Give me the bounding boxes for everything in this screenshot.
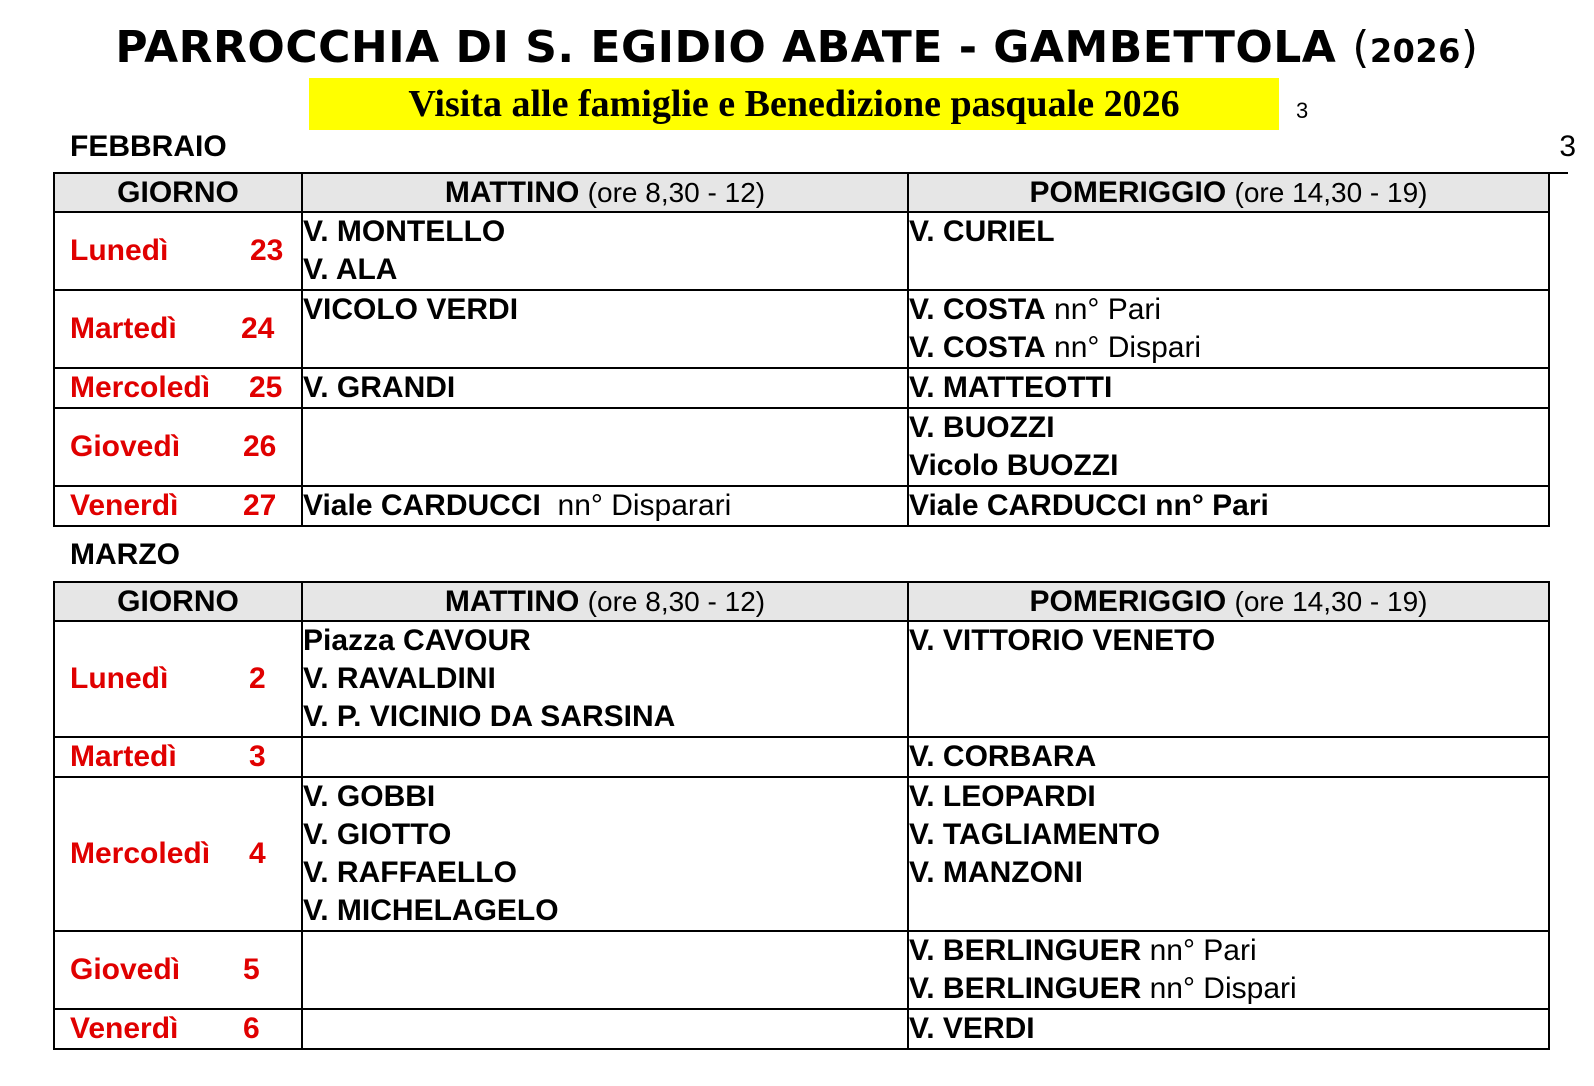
day-number: 26 [243, 430, 277, 463]
col-mattino: MATTINO (ore 8,30 - 12) [302, 582, 908, 621]
col-giorno: GIORNO [54, 173, 302, 212]
street-entry [303, 251, 907, 289]
street-qualifier: nn° Pari [1141, 934, 1257, 967]
street-name: V. MATTEOTTI [909, 371, 1113, 404]
day-name: Lunedì [70, 662, 169, 695]
street-name: V. P. VICINIO DA SARSINA [303, 700, 676, 733]
street-name: Viale CARDUCCI [303, 489, 541, 522]
day-cell [54, 368, 302, 408]
mattino-cell [302, 931, 908, 1009]
page-number: 3 [1559, 130, 1576, 163]
street-name: V. VERDI [909, 1012, 1035, 1045]
day-number: 6 [243, 1012, 260, 1045]
schedule-row [54, 368, 1549, 408]
street-entry [303, 291, 907, 329]
street-entry [303, 213, 907, 251]
day-name: Lunedì [70, 234, 169, 267]
street-entry [909, 738, 1548, 776]
day-cell [54, 737, 302, 777]
day-number: 25 [249, 371, 283, 404]
small-number: 3 [1296, 98, 1309, 123]
day-cell [54, 486, 302, 526]
mattino-cell [302, 1009, 908, 1049]
pomeriggio-cell [908, 212, 1549, 290]
day-cell [54, 212, 302, 290]
col-pomeriggio: POMERIGGIO (ore 14,30 - 19) [908, 173, 1549, 212]
mattino-cell [302, 290, 908, 368]
marzo-table [53, 581, 1550, 1050]
schedule-row [54, 777, 1549, 931]
schedule-row [54, 290, 1549, 368]
street-name: V. MONTELLO [303, 215, 506, 248]
marzo-header [54, 582, 1549, 621]
street-name: V. CORBARA [909, 740, 1097, 773]
street-name: V. ALA [303, 253, 398, 286]
street-qualifier: nn° Disparari [540, 489, 732, 522]
title-text: PARROCCHIA DI S. EGIDIO ABATE - GAMBETTOLA [115, 22, 1337, 73]
street-entry [909, 970, 1548, 1008]
day-number: 23 [250, 234, 284, 267]
street-entry [909, 213, 1548, 251]
street-name: V. COSTA [909, 293, 1046, 326]
col-mattino: MATTINO (ore 8,30 - 12) [302, 173, 908, 212]
mattino-cell [302, 408, 908, 486]
schedule-row [54, 1009, 1549, 1049]
day-cell [54, 777, 302, 931]
schedule-row [54, 931, 1549, 1009]
street-name: VICOLO VERDI [303, 293, 519, 326]
febbraio-table [53, 172, 1550, 527]
street-name: V. MANZONI [909, 856, 1083, 889]
street-entry [303, 892, 907, 930]
street-qualifier: nn° Dispari [1141, 972, 1297, 1005]
schedule-row [54, 737, 1549, 777]
street-entry [303, 854, 907, 892]
pomeriggio-cell [908, 290, 1549, 368]
pomeriggio-cell [908, 777, 1549, 931]
street-name: V. BUOZZI [909, 411, 1055, 444]
month-label-marzo: MARZO [70, 538, 180, 571]
day-name: Mercoledì [70, 371, 211, 404]
street-entry [303, 622, 907, 660]
day-number: 27 [243, 489, 277, 522]
street-name: V. VITTORIO VENETO [909, 624, 1216, 657]
schedule-row [54, 408, 1549, 486]
street-qualifier: nn° Dispari [1045, 331, 1202, 364]
street-name: V. GIOTTO [303, 818, 452, 851]
title-paren-close: ) [1460, 22, 1479, 73]
street-entry [303, 698, 907, 736]
pomeriggio-cell [908, 408, 1549, 486]
mattino-cell [302, 486, 908, 526]
day-number: 5 [243, 953, 260, 986]
schedule-row [54, 621, 1549, 737]
subtitle-banner: Visita alle famiglie e Benedizione pasquale 2026 [309, 78, 1279, 130]
marzo-rows [54, 621, 1549, 1049]
street-entry [303, 369, 907, 407]
street-name: Viale CARDUCCI nn° Pari [909, 489, 1269, 522]
febbraio-header [54, 173, 1549, 212]
day-name: Venerdì [70, 1012, 179, 1045]
street-entry [909, 622, 1548, 660]
page-title [0, 22, 1594, 73]
street-entry [909, 329, 1548, 367]
col-giorno: GIORNO [54, 582, 302, 621]
street-entry [909, 447, 1548, 485]
day-number: 24 [241, 312, 275, 345]
day-name: Mercoledì [70, 837, 211, 870]
title-year: 2026 [1369, 32, 1461, 70]
street-name: V. RAFFAELLO [303, 856, 517, 889]
schedule-row [54, 212, 1549, 290]
street-name: V. TAGLIAMENTO [909, 818, 1161, 851]
pomeriggio-cell [908, 1009, 1549, 1049]
mattino-cell [302, 621, 908, 737]
day-cell [54, 1009, 302, 1049]
schedule-row [54, 486, 1549, 526]
pomeriggio-cell [908, 931, 1549, 1009]
day-cell [54, 408, 302, 486]
street-qualifier: nn° Pari [1045, 293, 1162, 326]
pomeriggio-cell [908, 737, 1549, 777]
street-entry [303, 816, 907, 854]
day-cell [54, 621, 302, 737]
pomeriggio-cell [908, 368, 1549, 408]
day-number: 4 [249, 837, 266, 870]
street-entry [909, 291, 1548, 329]
day-number: 3 [249, 740, 266, 773]
street-entry [303, 660, 907, 698]
street-entry [909, 487, 1548, 525]
street-name: Piazza CAVOUR [303, 624, 531, 657]
street-entry [303, 778, 907, 816]
mattino-cell [302, 737, 908, 777]
edge-line [1548, 172, 1568, 174]
day-cell [54, 290, 302, 368]
day-name: Giovedì [70, 953, 181, 986]
mattino-cell [302, 777, 908, 931]
street-entry [909, 854, 1548, 892]
mattino-cell [302, 212, 908, 290]
street-name: V. COSTA [909, 331, 1046, 364]
month-label-febbraio: FEBBRAIO [70, 130, 227, 163]
street-name: V. CURIEL [909, 215, 1055, 248]
title-paren-open: ( [1352, 22, 1370, 73]
street-entry [909, 816, 1548, 854]
day-name: Giovedì [70, 430, 181, 463]
street-name: V. MICHELAGELO [303, 894, 559, 927]
day-number: 2 [249, 662, 266, 695]
street-entry [909, 932, 1548, 970]
day-name: Venerdì [70, 489, 179, 522]
mattino-cell [302, 368, 908, 408]
febbraio-rows [54, 212, 1549, 526]
pomeriggio-cell [908, 621, 1549, 737]
street-entry [303, 487, 907, 525]
street-entry [909, 778, 1548, 816]
street-name: V. LEOPARDI [909, 780, 1096, 813]
day-cell [54, 931, 302, 1009]
col-pomeriggio: POMERIGGIO (ore 14,30 - 19) [908, 582, 1549, 621]
street-entry [909, 1010, 1548, 1048]
street-entry [909, 409, 1548, 447]
street-name: V. GRANDI [303, 371, 456, 404]
street-name: V. BERLINGUER [909, 972, 1142, 1005]
street-entry [909, 369, 1548, 407]
street-name: V. RAVALDINI [303, 662, 496, 695]
pomeriggio-cell [908, 486, 1549, 526]
day-name: Martedì [70, 740, 177, 773]
day-name: Martedì [70, 312, 177, 345]
street-name: V. BERLINGUER [909, 934, 1142, 967]
street-name: V. GOBBI [303, 780, 436, 813]
street-name: Vicolo BUOZZI [909, 449, 1119, 482]
